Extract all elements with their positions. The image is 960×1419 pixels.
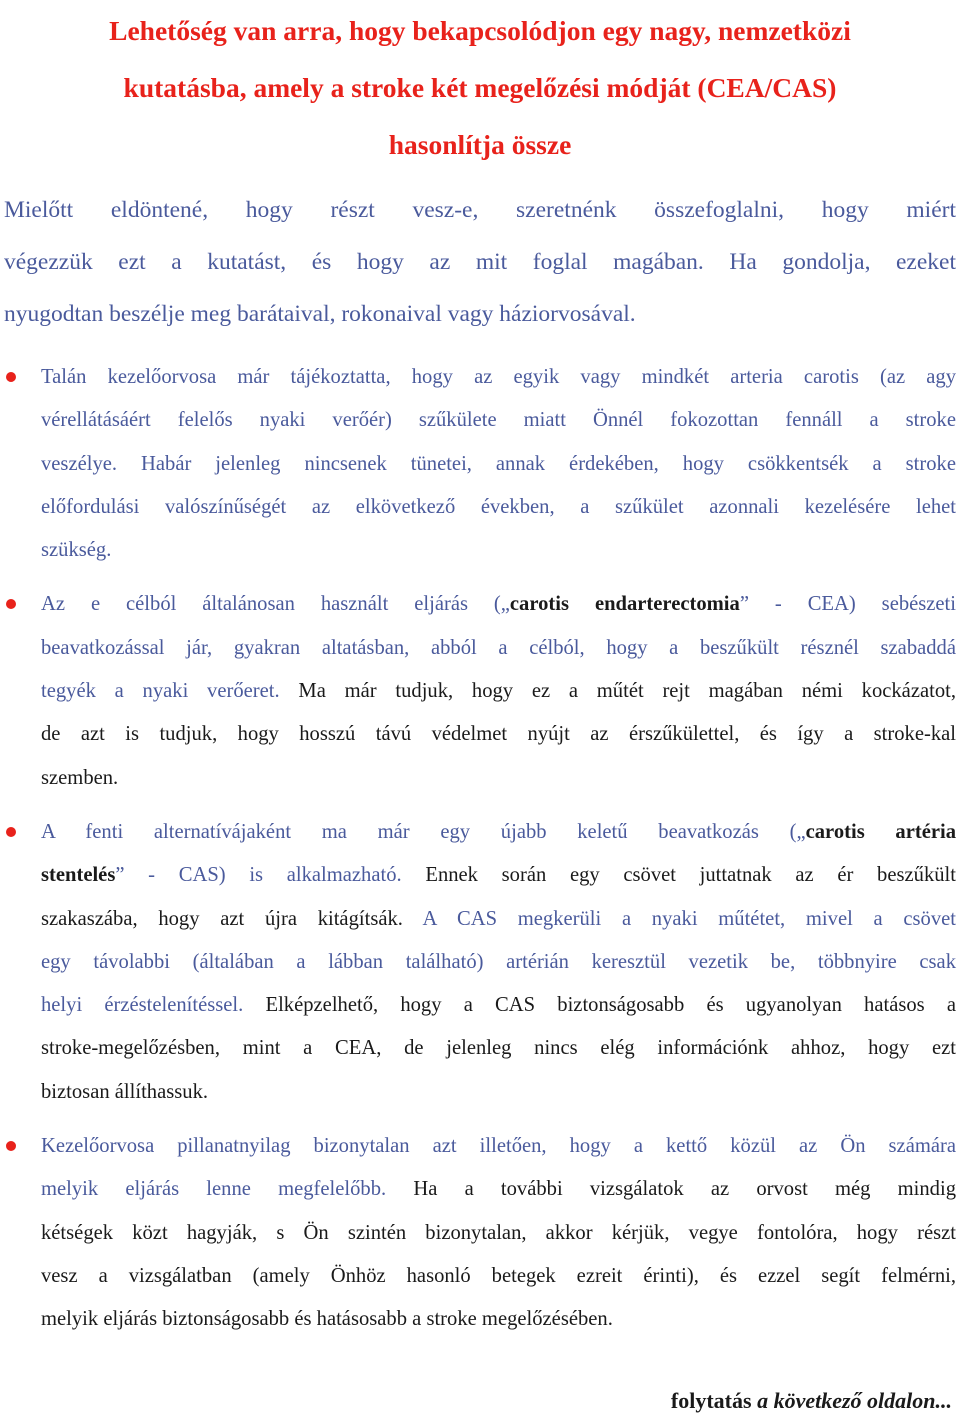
bullet-line: Talán kezelőorvosa már tájékoztatta, hogy az egyik vagy mindkét arteria carotis (az agy xyxy=(41,366,956,388)
bullet-line xyxy=(41,854,956,897)
bullet-line: vérellátásáért felelős nyaki verőér) szűkülete miatt Önnél fokozottan fennáll a stroke xyxy=(41,409,956,432)
text-run: ” - CEA) sebészeti xyxy=(739,593,957,616)
bullet-item xyxy=(0,1125,960,1341)
bullet-dot-icon xyxy=(6,1141,16,1151)
bold-term: stentelés xyxy=(41,864,116,887)
bullet-line xyxy=(41,1168,956,1211)
text-run: Ennek során egy csövet juttatnak az ér beszűkült xyxy=(401,864,956,887)
bullet-line: előfordulási valószínűségét az elkövetkező években, a szűkület azonnali kezelésére lehet xyxy=(41,495,956,518)
text-run: melyik eljárás lenne megfelelőbb. xyxy=(41,1178,387,1201)
text-run: A fenti alternatívájaként ma már egy újabb keletű beavatkozás („ xyxy=(41,820,806,843)
bullet-list xyxy=(0,356,960,1342)
bullet-line xyxy=(41,898,956,941)
bullet-item xyxy=(0,583,960,799)
bold-term: carotis endarterectomia xyxy=(509,593,740,616)
intro-line: nyugodtan beszélje meg barátaival, rokonaival vagy háziorvosával. xyxy=(4,301,636,327)
bullet-line: beavatkozással jár, gyakran altatásban, abból a célból, hogy a beszűkült résznél szabaddá xyxy=(41,636,956,659)
bullet-line: stroke-megelőzésben, mint a CEA, de jelenleg nincs elég információnk ahhoz, hogy ezt xyxy=(41,1037,956,1060)
bullet-line xyxy=(41,984,956,1027)
text-run: A CAS megkerüli a nyaki műtétet, mivel a csövet xyxy=(402,907,956,930)
bold-term: carotis artéria xyxy=(805,820,957,843)
bullet-line: vesz a vizsgálatban (amely Önhöz hasonló betegek ezreit érinti), és ezzel segít felmérni, xyxy=(41,1264,956,1287)
bullet-line: kétségek közt hagyják, s Ön szintén bizonytalan, akkor kérjük, vegye fontolóra, hogy részt xyxy=(41,1221,956,1244)
bullet-line: biztosan állíthassuk. xyxy=(41,1080,209,1103)
bullet-line: Kezelőorvosa pillanatnyilag bizonytalan azt illetően, hogy a kettő közül az Ön számára xyxy=(41,1135,956,1158)
intro-paragraph xyxy=(4,184,956,340)
title-line: Lehetőség van arra, hogy bekapcsolódjon egy nagy, nemzetközi xyxy=(109,15,851,46)
bullet-item xyxy=(0,811,960,1114)
intro-line: végezzük ezt a kutatást, és hogy az mit foglal magában. Ha gondolja, ezeket xyxy=(4,249,956,275)
bullet-line xyxy=(41,811,956,854)
text-run: ” - CAS) is alkalmazható. xyxy=(115,864,402,887)
continue-prefix: folytatás xyxy=(670,1388,758,1413)
bullet-dot-icon xyxy=(6,599,16,609)
bullet-line: szemben. xyxy=(41,766,119,789)
bullet-line xyxy=(41,443,956,486)
text-run: Elképzelhető, hogy a CAS biztonságosabb és ugyanolyan hatásos a xyxy=(243,994,957,1017)
continue-note xyxy=(671,1388,952,1414)
text-run: Habár jelenleg nincsenek tünetei, annak érdekében, hogy csökkentsék a stroke xyxy=(117,452,956,475)
continue-emphasis: a következő oldalon... xyxy=(757,1388,952,1413)
text-run: tegyék a nyaki verőeret. xyxy=(41,680,280,703)
bullet-dot-icon xyxy=(6,827,16,837)
text-run: szakaszába, hogy azt újra kitágítsák. xyxy=(41,907,403,930)
bullet-line xyxy=(41,670,956,713)
intro-line: Mielőtt eldöntené, hogy részt vesz-e, szeretnénk összefoglalni, hogy miért xyxy=(4,197,956,223)
page-title xyxy=(0,0,960,173)
title-line: kutatásba, amely a stroke két megelőzési módját (CEA/CAS) xyxy=(123,72,837,103)
text-run: Az e célból általánosan használt eljárás („ xyxy=(41,593,510,616)
bullet-line: de azt is tudjuk, hogy hosszú távú védelmet nyújt az érszűkülettel, és így a stroke-kal xyxy=(41,723,956,746)
bullet-line: melyik eljárás biztonságosabb és hatásosabb a stroke megelőzésében. xyxy=(41,1308,613,1331)
text-run: Ma már tudjuk, hogy ez a műtét rejt magában némi kockázatot, xyxy=(279,680,956,703)
text-run: veszélye. xyxy=(41,452,118,475)
bullet-line xyxy=(41,583,956,626)
bullet-line: szükség. xyxy=(41,539,112,562)
text-run: Ha a további vizsgálatok az orvost még mindig xyxy=(386,1178,956,1201)
bullet-dot-icon xyxy=(6,372,16,382)
text-run: helyi érzéstelenítéssel. xyxy=(41,994,244,1017)
title-line: hasonlítja össze xyxy=(388,129,572,160)
bullet-item xyxy=(0,356,960,572)
bullet-line: egy távolabbi (általában a lábban található) artérián keresztül vezetik be, többnyire csak xyxy=(41,950,956,973)
